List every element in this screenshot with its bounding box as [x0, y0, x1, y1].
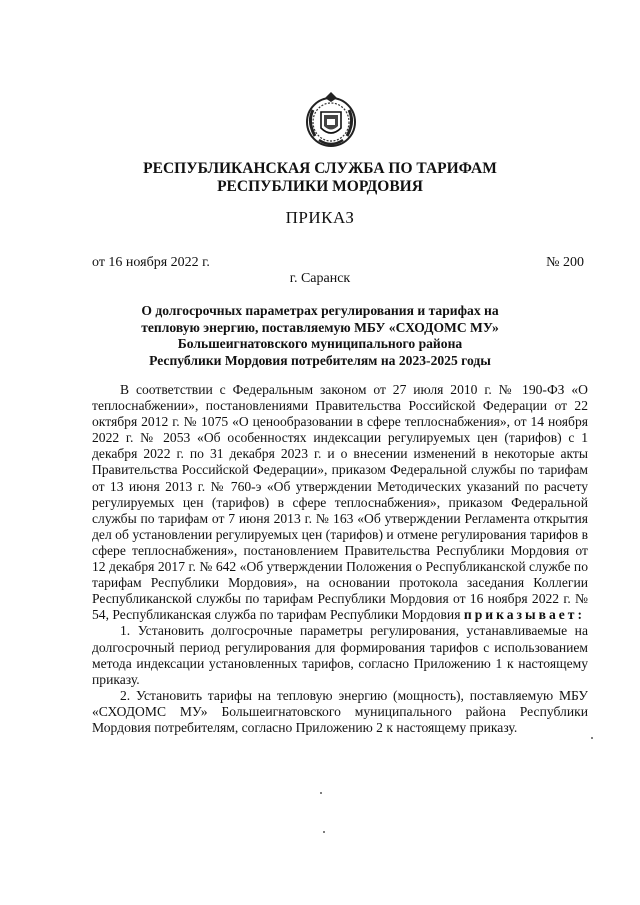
orders-word: приказывает:: [463, 607, 585, 623]
scan-speck: [323, 831, 325, 833]
subject-line-2: тепловую энергию, поставляемую МБУ «СХОДОМС МУ»: [141, 319, 499, 335]
document-title: ПРИКАЗ: [285, 208, 355, 227]
coat-of-arms-icon: [303, 88, 359, 152]
order-number: № 200: [546, 255, 584, 270]
subject-line-3: Большеигнатовского муниципального района: [177, 336, 463, 351]
order-date: от 16 ноября 2022 г.: [92, 255, 210, 270]
document-body: [92, 382, 588, 736]
scan-speck: [591, 737, 593, 739]
agency-name-line-2: РЕСПУБЛИКИ МОРДОВИЯ: [217, 178, 423, 195]
preamble-text: В соответствии с Федеральным законом от 27 июля 2010 г. № 190-ФЗ «О теплоснабжении», постановлениями Правительства Российской Федерации от 22 октября 2012 г. № 1075 «О ценообразовании в сфере теплоснабжения», от 14 ноября 2022 г. № 2053 «Об особенностях индексации регулируемых цен (тарифов) с 1 декабря 2022 г. по 31 декабря 2023 г. и о внесении изменений в некоторые акты Правительства Российской Федерации», приказом Федеральной службы по тарифам от 13 июня 2013 г. № 760-э «Об утверждении Методических указаний по расчету регулируемых цен (тарифов) в сфере теплоснабжения», приказом Федеральной службы по тарифам от 7 июня 2013 г. № 163 «Об утверждении Регламента открытия дел об установлении регулируемых цен (тарифов) и отмене регулирования тарифов в сфере теплоснабжения», постановлением Правительства Республики Мордовия от 12 декабря 2017 г. № 642 «Об утверждении Положения о Республиканской службе по тарифам Республики Мордовия», на основании протокола заседания Коллегии Республиканской службы по тарифам Республики Мордовия от 16 ноября 2022 г. № 54, Республиканская служба по тарифам Республики Мордовия: [92, 382, 588, 623]
agency-name-line-1: РЕСПУБЛИКАНСКАЯ СЛУЖБА ПО ТАРИФАМ: [143, 160, 497, 177]
preamble-paragraph: [92, 382, 588, 623]
scan-speck: [320, 792, 322, 794]
order-item-1: 1. Установить долгосрочные параметры регулирования, устанавливаемые на долгосрочный период регулирования для формирования тарифов с использованием метода индексации установленных тарифов, согласно Приложению 1 к настоящему приказу.: [92, 623, 588, 687]
order-subject: [0, 303, 640, 369]
agency-name: [0, 160, 640, 196]
subject-line-4: Республики Мордовия потребителям на 2023-2025 годы: [149, 352, 491, 368]
order-city: г. Саранск: [289, 271, 351, 286]
subject-line-1: О долгосрочных параметрах регулирования и тарифах на: [141, 303, 499, 318]
order-item-2: 2. Установить тарифы на тепловую энергию (мощность), поставляемую МБУ «СХОДОМС МУ» Большеигнатовского муниципального района Республики Мордовия потребителям, согласно Приложению 2 к настоящему приказу.: [92, 687, 588, 735]
